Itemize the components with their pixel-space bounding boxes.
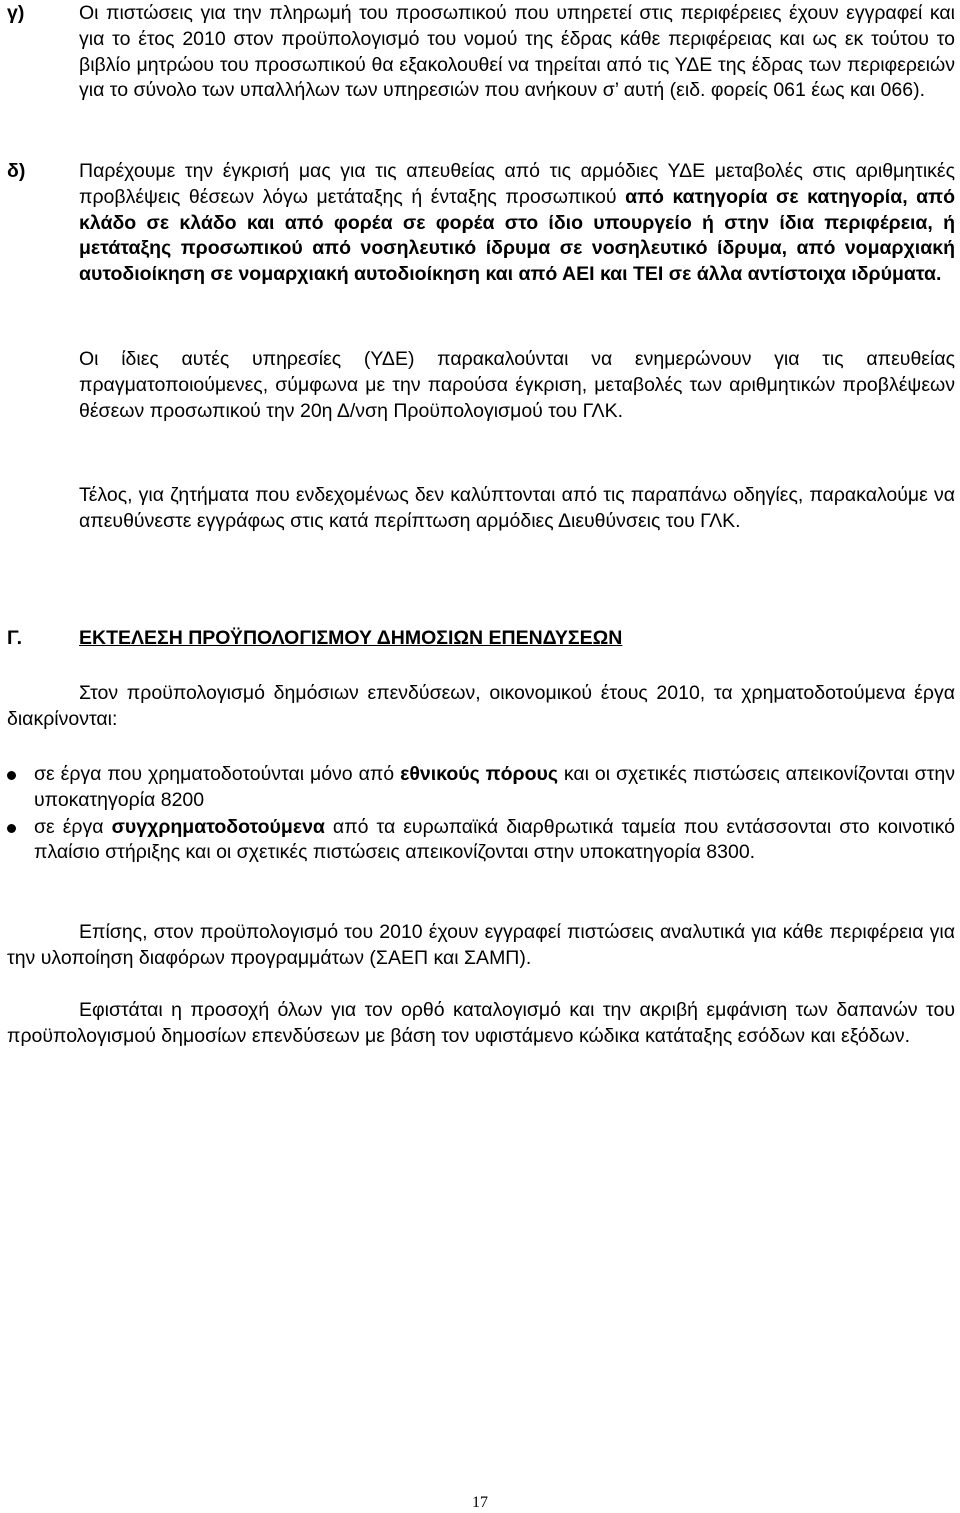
paragraph-budget: Στον προϋπολογισμό δημόσιων επενδύσεων, οικονομικού έτους 2010, τα χρηματοδοτούμενα έργα διακρίνονται:: [7, 682, 955, 730]
item-delta: [7, 159, 955, 288]
item-gamma-label: γ): [7, 2, 25, 24]
paragraph-also: Επίσης, στον προϋπολογισμό του 2010 έχουν εγγραφεί πιστώσεις αναλυτικά για κάθε περιφέρεια για την υλοποίηση διαφόρων προγραμμάτων (ΣΑΕΠ και ΣΑΜΠ).: [7, 921, 955, 969]
item-gamma-text: Οι πιστώσεις για την πληρωμή του προσωπικού που υπηρετεί στις περιφέρειες έχουν εγγραφεί και για το έτος 2010 στον προϋπολογισμό του νομού της έδρας κάθε περιφέρειας και ως εκ τούτου το βιβλίο μητρώου του προσωπικού θα εξακολουθεί να τηρείται από τις ΥΔΕ της έδρας των περιφερειών για το σύνολο των υπαλλήλων των υπηρεσιών που ανήκουν σ’ αυτή (ειδ. φορείς 061 έως και 066).: [79, 2, 955, 102]
section-heading: [7, 626, 955, 652]
bullet-text-before: σε έργα που χρηματοδοτούνται μόνο από: [34, 763, 401, 785]
bullet-icon: [7, 824, 16, 833]
section-heading-label: Γ.: [7, 627, 22, 649]
bullet-list: [7, 762, 955, 867]
bullet-icon: [7, 771, 16, 780]
section-heading-title: ΕΚΤΕΛΕΣΗ ΠΡΟΫΠΟΛΟΓΙΣΜΟΥ ΔΗΜΟΣΙΩΝ ΕΠΕΝΔΥΣΕΩΝ: [79, 627, 623, 649]
item-delta-label: δ): [7, 160, 26, 182]
paragraph-same-services: Οι ίδιες αυτές υπηρεσίες (ΥΔΕ) παρακαλούνται να ενημερώνουν για τις απευθείας πραγματοποιούμενες, σύμφωνα με την παρούσα έγκριση, μεταβολές των αριθμητικών προβλέψεων θέσεων προσωπικού την 20η Δ/νση Προϋπολογισμού του ΓΛΚ.: [79, 348, 955, 422]
bullet-text-after: από τα ευρωπαϊκά διαρθρωτικά ταμεία που εντάσσονται στο κοινοτικό πλαίσιο στήριξης και οι σχετικές πιστώσεις απεικονίζονται στην υποκατηγορία 8300.: [34, 815, 955, 864]
item-delta-text-bold: από κατηγορία σε κατηγορία, από κλάδο σε κλάδο και από φορέα σε φορέα στο ίδιο υπουργείο ή στην ίδια περιφέρεια, ή μετάταξης προσωπικού από νοσηλευτικό ίδρυμα σε νοσηλευτικό ίδρυμα, από νομαρχιακή αυτοδιοίκηση σε νομαρχιακή αυτοδιοίκηση και από ΑΕΙ και ΤΕΙ σε άλλα αντίστοιχα ιδρύματα.: [79, 185, 955, 286]
item-gamma: [7, 1, 955, 104]
paragraph-finally: Τέλος, για ζητήματα που ενδεχομένως δεν καλύπτονται από τις παραπάνω οδηγίες, παρακαλούμε να απευθύνεστε εγγράφως στις κατά περίπτωση αρμόδιες Διευθύνσεις του ΓΛΚ.: [79, 484, 955, 532]
list-item: [7, 815, 955, 867]
item-delta-text: [79, 159, 955, 288]
item-delta-text-regular: Παρέχουμε την έγκρισή μας για τις απευθείας από τις αρμόδιες ΥΔΕ μεταβολές στις αριθμητικές προβλέψεις θέσεων λόγω μετάταξης ή ένταξης προσωπικού: [79, 160, 955, 208]
paragraph-attention: Εφιστάται η προσοχή όλων για τον ορθό καταλογισμό και την ακριβή εμφάνιση των δαπανών του προϋπολογισμού δημοσίων επενδύσεων με βάση τον υφιστάμενο κώδικα κατάταξης εσόδων και εξόδων.: [7, 999, 955, 1047]
bullet-text-bold: συγχρηματοδοτούμενα: [111, 815, 325, 838]
bullet-text-before: σε έργα: [34, 815, 112, 838]
page-number: 17: [472, 1494, 488, 1511]
bullet-text-after: και οι σχετικές πιστώσεις απεικονίζονται στην υποκατηγορία 8200: [34, 763, 955, 811]
bullet-text-bold: εθνικούς πόρους: [400, 763, 558, 785]
list-item: [7, 762, 955, 814]
